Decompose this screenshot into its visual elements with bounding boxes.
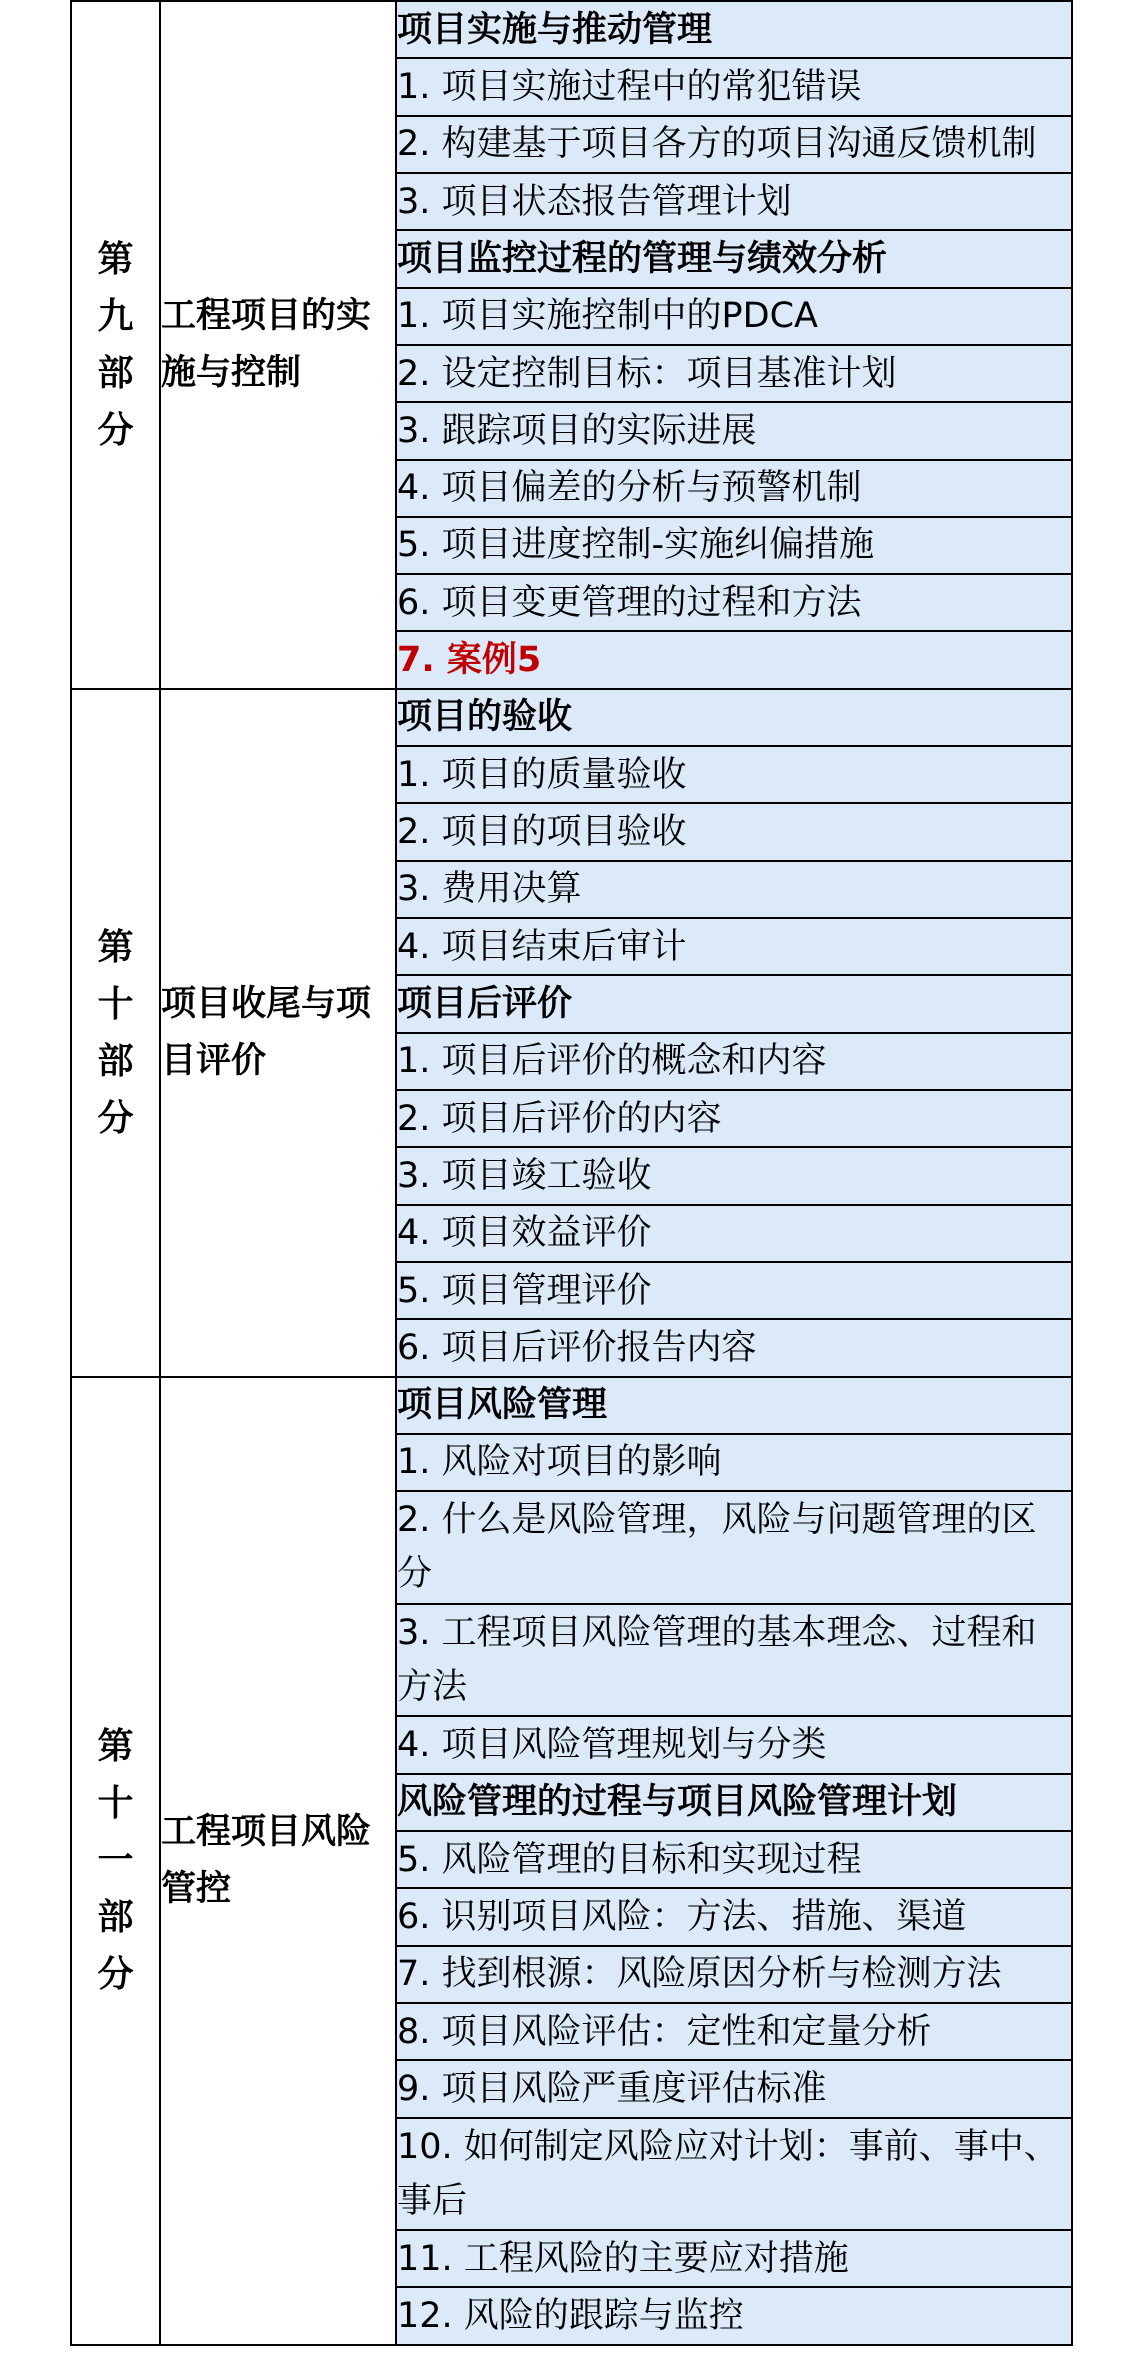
outline-item: 1. 风险对项目的影响: [396, 1434, 1072, 1491]
topic-cell: [160, 1, 396, 689]
topic-label: 项目收尾与项目评价: [161, 983, 372, 1081]
table-row: [71, 1, 1072, 58]
outline-item: 4. 项目效益评价: [396, 1205, 1072, 1262]
outline-item: 1. 项目实施过程中的常犯错误: [396, 58, 1072, 115]
section-heading: 项目风险管理: [396, 1377, 1072, 1434]
outline-item: 6. 项目变更管理的过程和方法: [396, 574, 1072, 631]
outline-item: 2. 什么是风险管理，风险与问题管理的区分: [396, 1491, 1072, 1604]
topic-cell: [160, 1377, 396, 2346]
table-row: [71, 689, 1072, 746]
case-study-item: 7. 案例5: [396, 631, 1072, 688]
topic-cell: [160, 689, 396, 1377]
topic-label: 工程项目风险管控: [161, 1811, 372, 1909]
section-heading: 项目监控过程的管理与绩效分析: [396, 230, 1072, 287]
course-outline: [70, 0, 1073, 2346]
outline-item: 2. 构建基于项目各方的项目沟通反馈机制: [396, 116, 1072, 173]
outline-item: 3. 项目状态报告管理计划: [396, 173, 1072, 230]
section-heading: 项目实施与推动管理: [396, 1, 1072, 58]
section-heading: 风险管理的过程与项目风险管理计划: [396, 1774, 1072, 1831]
part-cell: [71, 1377, 160, 2346]
outline-item: 7. 找到根源：风险原因分析与检测方法: [396, 1946, 1072, 2003]
outline-table: [70, 0, 1073, 2346]
outline-item: 5. 风险管理的目标和实现过程: [396, 1831, 1072, 1888]
outline-item: 4. 项目风险管理规划与分类: [396, 1716, 1072, 1773]
outline-item: 3. 工程项目风险管理的基本理念、过程和方法: [396, 1604, 1072, 1717]
outline-item: 10. 如何制定风险应对计划：事前、事中、事后: [396, 2118, 1072, 2231]
outline-item: 3. 跟踪项目的实际进展: [396, 402, 1072, 459]
part-cell: [71, 1, 160, 689]
outline-item: 1. 项目的质量验收: [396, 746, 1072, 803]
part-label: 第九部分: [97, 238, 134, 451]
outline-item: 2. 设定控制目标：项目基准计划: [396, 345, 1072, 402]
outline-item: 1. 项目后评价的概念和内容: [396, 1033, 1072, 1090]
outline-item: 4. 项目偏差的分析与预警机制: [396, 460, 1072, 517]
outline-item: 6. 识别项目风险：方法、措施、渠道: [396, 1888, 1072, 1945]
outline-item: 1. 项目实施控制中的PDCA: [396, 288, 1072, 345]
outline-item: 11. 工程风险的主要应对措施: [396, 2230, 1072, 2287]
outline-item: 2. 项目的项目验收: [396, 803, 1072, 860]
outline-item: 2. 项目后评价的内容: [396, 1090, 1072, 1147]
part-label: 第十一部分: [97, 1726, 134, 1996]
outline-item: 9. 项目风险严重度评估标准: [396, 2060, 1072, 2117]
outline-item: 12. 风险的跟踪与监控: [396, 2287, 1072, 2345]
outline-item: 6. 项目后评价报告内容: [396, 1319, 1072, 1376]
section-heading: 项目的验收: [396, 689, 1072, 746]
outline-item: 5. 项目管理评价: [396, 1262, 1072, 1319]
outline-item: 8. 项目风险评估：定性和定量分析: [396, 2003, 1072, 2060]
outline-item: 3. 费用决算: [396, 861, 1072, 918]
part-cell: [71, 689, 160, 1377]
outline-item: 5. 项目进度控制-实施纠偏措施: [396, 517, 1072, 574]
table-row: [71, 1377, 1072, 1434]
outline-item: 3. 项目竣工验收: [396, 1147, 1072, 1204]
part-label: 第十部分: [97, 926, 134, 1139]
outline-item: 4. 项目结束后审计: [396, 918, 1072, 975]
section-heading: 项目后评价: [396, 975, 1072, 1032]
topic-label: 工程项目的实施与控制: [161, 295, 372, 393]
